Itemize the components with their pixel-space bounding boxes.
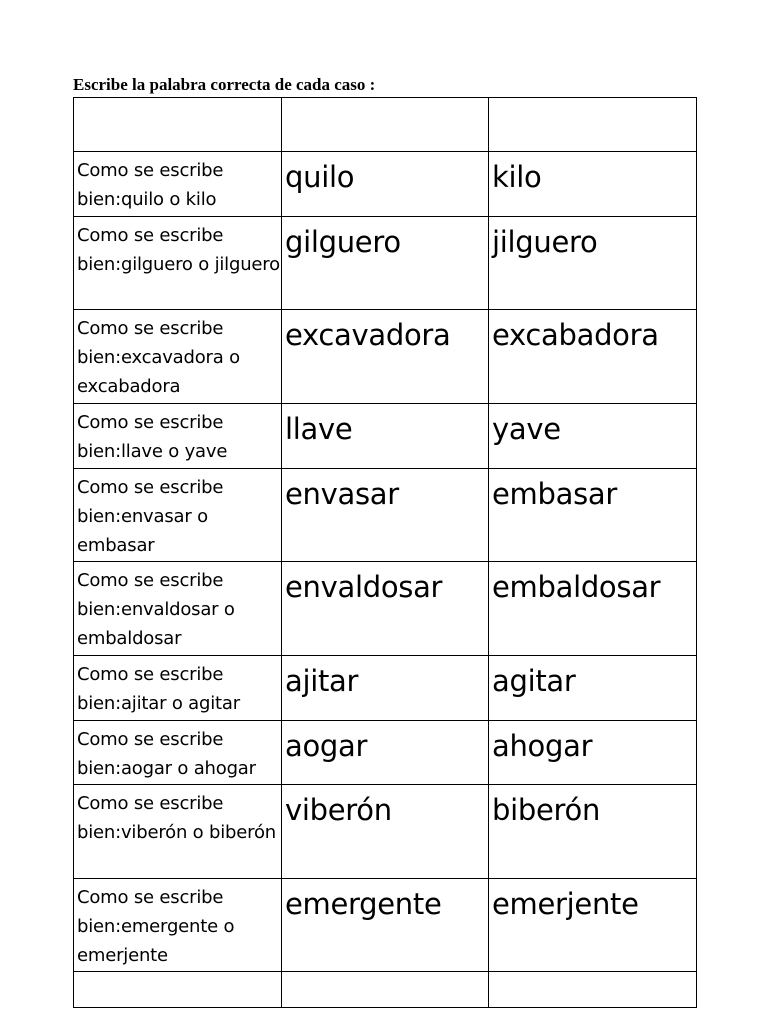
question-text: Como se escribe bien:ajitar o agitar xyxy=(77,664,240,714)
table-row xyxy=(74,152,697,217)
option-b-cell xyxy=(489,562,697,656)
table-row xyxy=(74,656,697,721)
option-a-cell xyxy=(282,721,489,785)
table-row xyxy=(74,879,697,972)
option-b-text: embasar xyxy=(492,477,617,511)
option-b-cell xyxy=(489,217,697,310)
question-cell xyxy=(74,562,282,656)
question-cell xyxy=(74,469,282,562)
table-footer-row xyxy=(74,972,697,1008)
question-cell xyxy=(74,879,282,972)
option-b-cell xyxy=(489,404,697,469)
question-cell xyxy=(74,404,282,469)
option-b-cell xyxy=(489,152,697,217)
question-text: Como se escribe bien:viberón o biberón xyxy=(77,793,276,843)
option-a-text: quilo xyxy=(285,160,355,194)
option-b-cell xyxy=(489,469,697,562)
option-b-text: jilguero xyxy=(492,225,598,259)
worksheet-title: Escribe la palabra correcta de cada caso : xyxy=(73,75,376,94)
question-text: Como se escribe bien:envaldosar o embaldosar xyxy=(77,570,235,649)
option-b-text: excabadora xyxy=(492,318,659,352)
question-cell xyxy=(74,656,282,721)
table-row xyxy=(74,721,697,785)
question-text: Como se escribe bien:gilguero o jilguero xyxy=(77,225,280,275)
option-b-cell xyxy=(489,656,697,721)
question-cell xyxy=(74,217,282,310)
option-a-text: llave xyxy=(285,412,353,446)
question-cell xyxy=(74,152,282,217)
option-b-text: emerjente xyxy=(492,887,639,921)
question-text: Como se escribe bien:emergente o emerjente xyxy=(77,887,235,966)
option-b-cell xyxy=(489,879,697,972)
table-row xyxy=(74,217,697,310)
option-b-cell xyxy=(489,785,697,879)
option-a-cell xyxy=(282,310,489,404)
question-cell xyxy=(74,310,282,404)
word-table xyxy=(73,97,697,1008)
option-a-text: emergente xyxy=(285,887,442,921)
option-a-text: ajitar xyxy=(285,664,359,698)
option-a-text: excavadora xyxy=(285,318,451,352)
option-a-text: envasar xyxy=(285,477,399,511)
blank-cell xyxy=(489,98,697,152)
option-a-cell xyxy=(282,656,489,721)
question-text: Como se escribe bien:aogar o ahogar xyxy=(77,729,256,779)
option-b-text: ahogar xyxy=(492,729,593,763)
option-a-cell xyxy=(282,879,489,972)
option-b-text: embaldosar xyxy=(492,570,661,604)
option-b-cell xyxy=(489,310,697,404)
option-b-text: agitar xyxy=(492,664,576,698)
option-a-text: viberón xyxy=(285,793,392,827)
table-row xyxy=(74,310,697,404)
option-b-text: biberón xyxy=(492,793,601,827)
table-row xyxy=(74,404,697,469)
option-a-cell xyxy=(282,404,489,469)
blank-cell xyxy=(282,972,489,1008)
question-cell xyxy=(74,785,282,879)
table-row xyxy=(74,469,697,562)
blank-cell xyxy=(74,98,282,152)
option-b-text: kilo xyxy=(492,160,542,194)
question-text: Como se escribe bien:envasar o embasar xyxy=(77,477,224,556)
table-row xyxy=(74,785,697,879)
option-a-cell xyxy=(282,469,489,562)
option-a-cell xyxy=(282,152,489,217)
blank-cell xyxy=(74,972,282,1008)
question-text: Como se escribe bien:quilo o kilo xyxy=(77,160,224,210)
table-header-row xyxy=(74,98,697,152)
blank-cell xyxy=(282,98,489,152)
option-b-text: yave xyxy=(492,412,561,446)
question-text: Como se escribe bien:llave o yave xyxy=(77,412,228,462)
table-row xyxy=(74,562,697,656)
question-text: Como se escribe bien:excavadora o excabadora xyxy=(77,318,240,397)
option-a-cell xyxy=(282,562,489,656)
option-b-cell xyxy=(489,721,697,785)
option-a-text: gilguero xyxy=(285,225,401,259)
option-a-cell xyxy=(282,217,489,310)
blank-cell xyxy=(489,972,697,1008)
question-cell xyxy=(74,721,282,785)
option-a-text: envaldosar xyxy=(285,570,443,604)
option-a-cell xyxy=(282,785,489,879)
option-a-text: aogar xyxy=(285,729,368,763)
